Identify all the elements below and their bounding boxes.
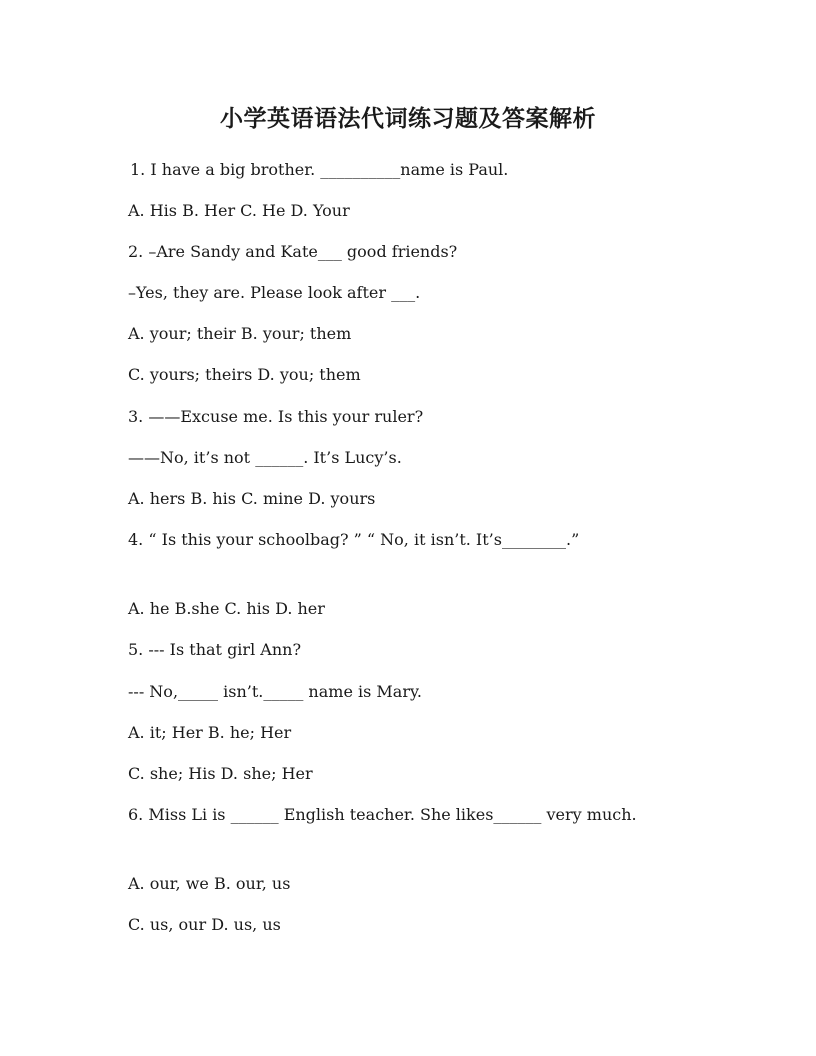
question-5-options-ab: A. it; Her B. he; Her (128, 723, 292, 742)
question-5-options-cd: C. she; His D. she; Her (128, 764, 313, 783)
question-6-stem: 6. Miss Li is ______ English teacher. She likes______ very much. (128, 805, 637, 824)
question-2-options-ab: A. your; their B. your; them (128, 324, 352, 343)
question-5-response: --- No,_____ isn’t._____ name is Mary. (128, 682, 422, 701)
question-2-options-cd: C. yours; theirs D. you; them (128, 365, 361, 384)
question-5-stem: 5. --- Is that girl Ann? (128, 640, 302, 659)
question-3-stem: 3. ——Excuse me. Is this your ruler? (128, 407, 424, 426)
question-4-stem: 4. “ Is this your schoolbag? ” “ No, it isn’t. It’s________.” (128, 530, 580, 549)
question-3-response: ——No, it’s not ______. It’s Lucy’s. (128, 448, 402, 467)
document-title: 小学英语语法代词练习题及答案解析 (220, 106, 596, 132)
question-2-response: –Yes, they are. Please look after ___. (128, 283, 421, 302)
question-2-stem: 2. –Are Sandy and Kate___ good friends? (128, 242, 458, 261)
question-6-options-ab: A. our, we B. our, us (128, 874, 291, 893)
question-3-options: A. hers B. his C. mine D. yours (128, 489, 376, 508)
question-1-options: A. His B. Her C. He D. Your (128, 201, 350, 220)
question-1-stem: 1. I have a big brother. __________name is Paul. (130, 160, 509, 179)
question-6-options-cd: C. us, our D. us, us (128, 915, 281, 934)
question-4-options: A. he B.she C. his D. her (128, 599, 325, 618)
